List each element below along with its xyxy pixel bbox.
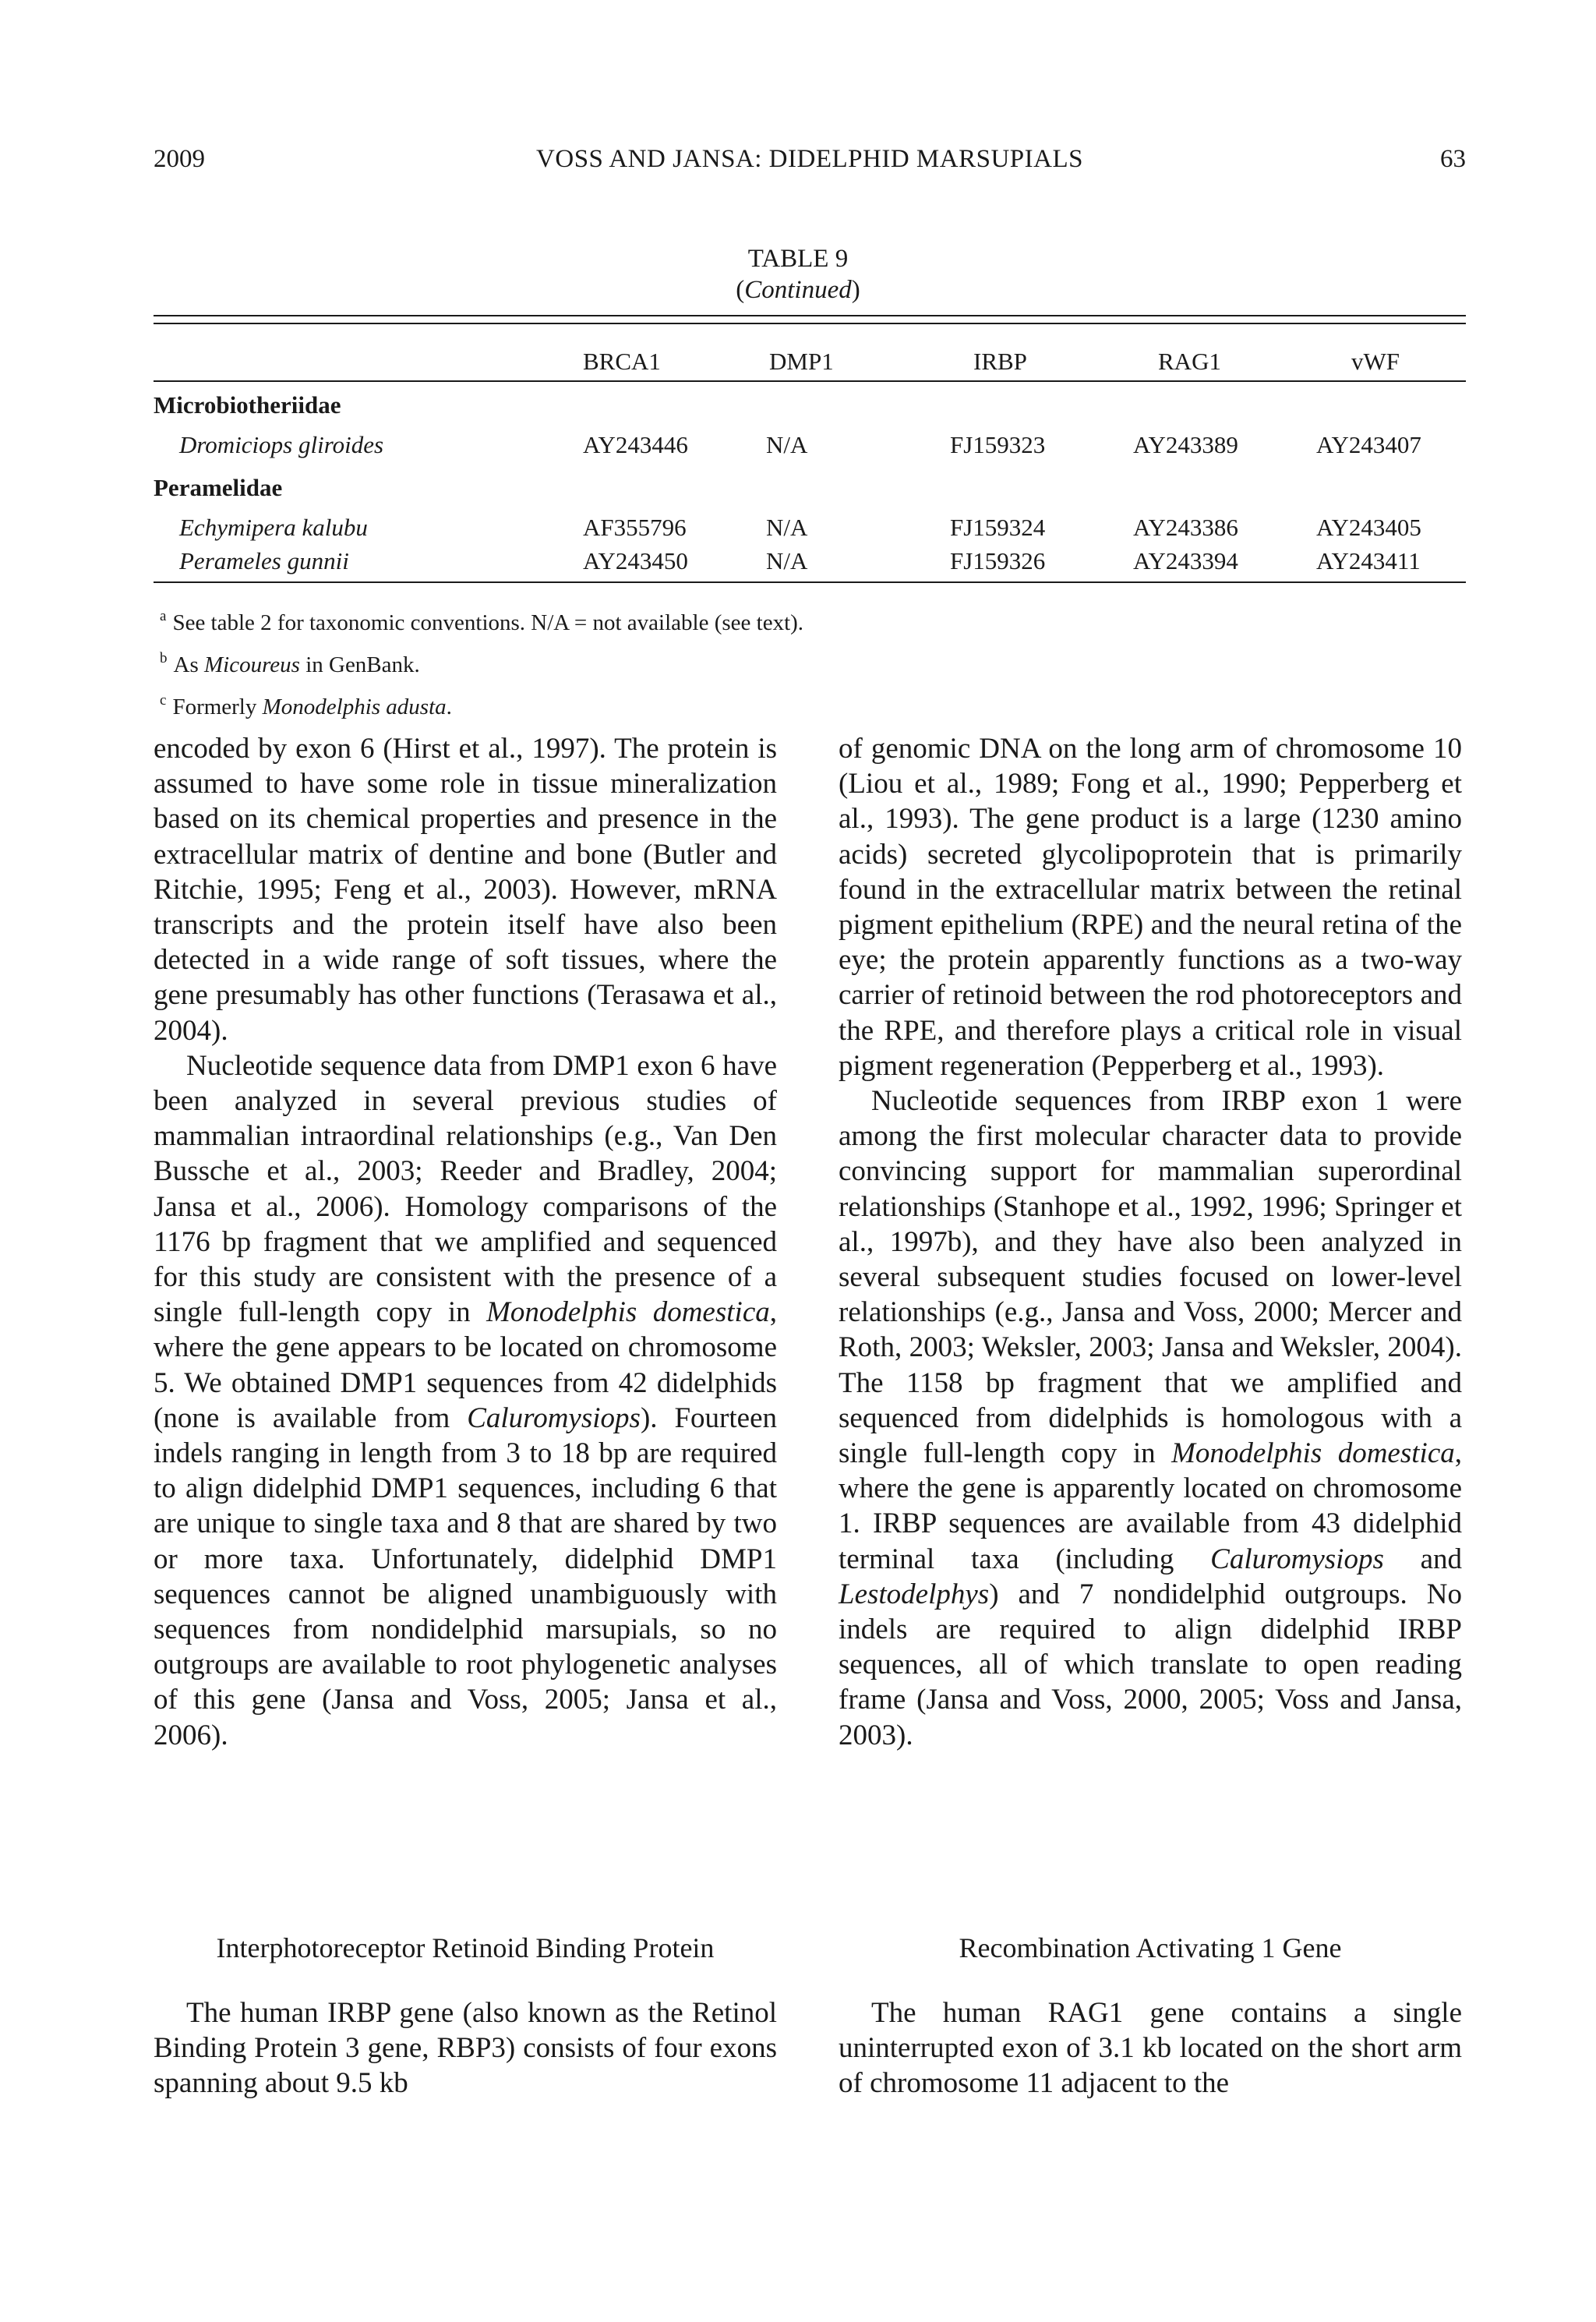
cell-vwf: AY243411 (1316, 547, 1421, 574)
cell-brca1: AY243446 (583, 431, 688, 458)
col-head-irbp: IRBP (973, 348, 1027, 375)
cell-dmp1: N/A (766, 514, 808, 541)
cell-irbp: FJ159324 (950, 514, 1046, 541)
taxon-name: Echymipera kalubu (179, 514, 368, 541)
body-right-column (839, 731, 1462, 1753)
cell-irbp: FJ159326 (950, 547, 1046, 574)
table-continued: (Continued) (736, 276, 860, 304)
cell-rag1: AY243386 (1133, 514, 1238, 541)
cell-rag1: AY243389 (1133, 431, 1238, 458)
running-title: VOSS AND JANSA: DIDELPHID MARSUPIALS (536, 145, 1083, 173)
cell-vwf: AY243405 (1316, 514, 1421, 541)
header-year: 2009 (154, 145, 205, 173)
body-left-column (154, 731, 777, 1753)
cell-rag1: AY243394 (1133, 547, 1238, 574)
paragraph: Nucleotide sequence data from DMP1 exon 6 have been analyzed in several previous studies of mammalian intraordinal relationships (e.g., Van Den Bussche et al., 2003; Reeder and Bradley, 2004; Jansa et al., 2006). Homology comparisons of the 1176 bp fragment that we amplified and sequenced for this study are consistent with the presence of a single full-length copy in Monodelphis domestica, where the gene appears to be located on chromosome 5. We obtained DMP1 sequences from 42 didelphids (none is available from Caluromysiops). Fourteen indels ranging in length from 3 to 18 bp are required to align didelphid DMP1 sequences, including 6 that are unique to single taxa and 8 that are shared by two or more taxa. Unfortunately, didelphid DMP1 sequences cannot be aligned unambiguously with sequences from nondidelphid marsupials, so no outgroups are available to root phylogenetic analyses of this gene (Jansa and Voss, 2005; Jansa et al., 2006). (154, 1049, 777, 1751)
table-top-rule-2 (154, 323, 1466, 324)
section-text-irbp (154, 1995, 777, 2101)
family-heading: Peramelidae (154, 474, 283, 501)
col-head-brca1: BRCA1 (583, 348, 661, 375)
running-header (154, 145, 1466, 179)
paragraph: encoded by exon 6 (Hirst et al., 1997). The protein is assumed to have some role in tissue mineralization based on its chemical properties and presence in the extracellular matrix of dentine and bone (Butler and Ritchie, 1995; Feng et al., 2003). However, mRNA transcripts and the protein itself have also been detected in a wide range of soft tissues, where the gene presumably has other functions (Terasawa et al., 2004). (154, 733, 777, 1047)
section-text-rag1 (839, 1995, 1462, 2101)
cell-brca1: AF355796 (583, 514, 687, 541)
footnote-a: $^a$ See table 2 for taxonomic conventions. N/A = not available (see text). (160, 608, 804, 635)
col-head-vwf: vWF (1351, 348, 1400, 375)
cell-dmp1: N/A (766, 431, 808, 458)
section-heading-irbp: Interphotoreceptor Retinoid Binding Protein (216, 1932, 715, 1963)
table-row (0, 431, 1596, 462)
paragraph: Nucleotide sequences from IRBP exon 1 were among the first molecular character data to provide convincing support for mammalian superordinal relationships (Stanhope et al., 1992, 1996; Springer et al., 1997b), and they have also been analyzed in several subsequent studies focused on lower-level relationships (e.g., Jansa and Voss, 2000; Mercer and Roth, 2003; Weksler, 2003; Jansa and Weksler, 2004). The 1158 bp fragment that we amplified and sequenced from didelphids is homologous with a single full-length copy in Monodelphis domestica, where the gene is apparently located on chromosome 1. IRBP sequences are available from 43 didelphid terminal taxa (including Caluromysiops and Lestodelphys) and 7 nondidelphid outgroups. No indels are required to align didelphid IRBP sequences, all of which translate to open reading frame (Jansa and Voss, 2000, 2005; Voss and Jansa, 2003). (839, 1085, 1462, 1751)
paragraph: of genomic DNA on the long arm of chromosome 10 (Liou et al., 1989; Fong et al., 1990; Pepperberg et al., 1993). The gene product is a large (1230 amino acids) secreted glycolipoprotein that is primarily found in the extracellular matrix between the retinal pigment epithelium (RPE) and the neural retina of the eye; the protein apparently functions as a two-way carrier of retinoid between the rod photoreceptors and the RPE, and therefore plays a critical role in visual pigment regeneration (Pepperberg et al., 1993). (839, 733, 1462, 1082)
table-top-rule (154, 315, 1466, 316)
table-row (0, 514, 1596, 545)
family-heading: Microbiotheriidae (154, 391, 341, 419)
table-header-rule (154, 380, 1466, 382)
footnote-c: $^c$ Formerly Monodelphis adusta. (160, 692, 452, 719)
cell-irbp: FJ159323 (950, 431, 1046, 458)
col-head-rag1: RAG1 (1158, 348, 1221, 375)
footnote-b: $^b$ As Micoureus in GenBank. (160, 650, 420, 677)
cell-brca1: AY243450 (583, 547, 688, 574)
table-label: TABLE 9 (747, 245, 849, 273)
table-caption (0, 243, 1596, 306)
page-number: 63 (1440, 145, 1466, 173)
paragraph: The human IRBP gene (also known as the Retinol Binding Protein 3 gene, RBP3) consists of four exons spanning about 9.5 kb (154, 1997, 777, 2100)
table-footnotes (160, 599, 803, 725)
taxon-name: Perameles gunnii (179, 547, 349, 574)
table-row (0, 547, 1596, 578)
section-heading-rag1: Recombination Activating 1 Gene (959, 1932, 1342, 1963)
table-continued-text: Continued (744, 276, 852, 304)
cell-vwf: AY243407 (1316, 431, 1421, 458)
table-bottom-rule (154, 581, 1466, 583)
paragraph: The human RAG1 gene contains a single uninterrupted exon of 3.1 kb located on the short arm of chromosome 11 adjacent to the (839, 1997, 1462, 2100)
taxon-name: Dromiciops gliroides (179, 431, 384, 458)
col-head-dmp1: DMP1 (769, 348, 834, 375)
cell-dmp1: N/A (766, 547, 808, 574)
